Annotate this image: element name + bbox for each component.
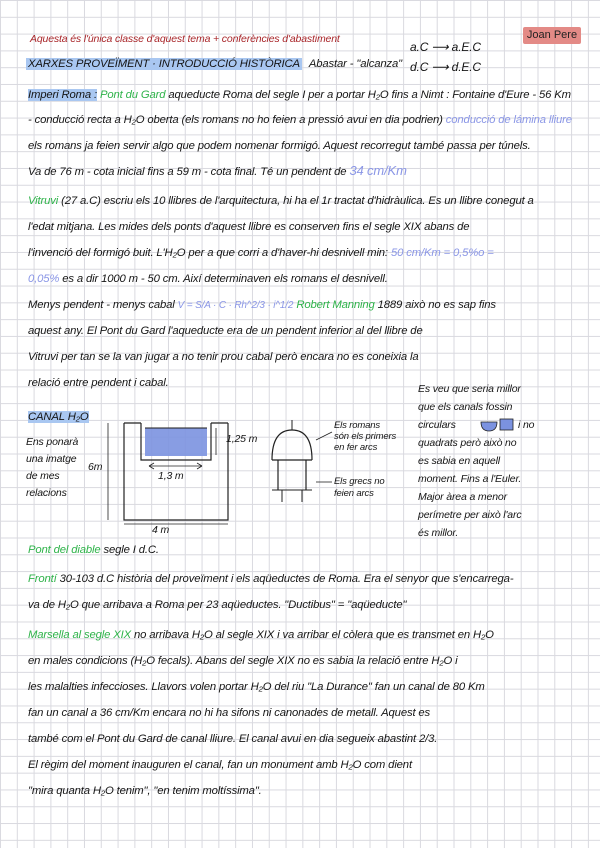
vitruvi-line-3b: 50 cm/Km = 0,5%o = xyxy=(390,247,494,259)
right-note-10: és millor. xyxy=(418,527,459,539)
page-title-text: XARXES PROVEÏMENT · INTRODUCCIÓ HISTÒRICA xyxy=(28,58,300,70)
arch-top xyxy=(272,430,312,460)
formula-1b: a.E.C xyxy=(451,40,481,54)
marsella-line-2: en males condicions (H₂O fecals). Abans del segle XIX no es sabia la relació entre H₂O i xyxy=(28,655,458,667)
right-note-3: circulars xyxy=(418,419,456,431)
topic-line: Aquesta és l'única classe d'aquest tema + conferències d'abastiment xyxy=(30,33,340,45)
rome-line-4a: Va de 76 m - cota inicial fins a 59 m - cota final. Té un pendent de xyxy=(28,166,347,178)
diable-line xyxy=(28,543,159,557)
right-note-2: que els canals fossin xyxy=(418,401,513,413)
canal-side-note-2: una imatge xyxy=(26,453,77,465)
marsella-line-3: les malalties infeccioses. Llavors volen portar H₂O del riu "La Durance" fan un canal de 80 Km xyxy=(28,681,485,693)
marsella-line-1 xyxy=(28,628,494,642)
manning-formula: V = S/A · C · Rh^2/3 · i^1/2 xyxy=(177,300,294,311)
marsella-line-7: "mira quanta H₂O tenim", "en tenim moltíssima". xyxy=(28,785,262,797)
canal-heading-text: CANAL H₂O xyxy=(28,411,89,423)
right-note-8: Major àrea a menor xyxy=(418,491,507,503)
frontin-name: Frontí xyxy=(28,573,57,585)
formula-1a: a.C xyxy=(410,40,429,54)
vitruvi-line-1-text: (27 a.C) escriu els 10 llibres de l'arquitectura, hi ha el 1r tractat d'hidràulica. Es un llibre conegut a xyxy=(61,195,534,207)
vitruvi-name: Vitruvi xyxy=(28,195,59,207)
marsella-line-5: també com el Pont du Gard de canal lliure. El canal avui en dia segueix abastint 2/3. xyxy=(28,733,438,745)
marsella-name: Marsella al segle XIX xyxy=(28,629,131,641)
rome-site: Pont du Gard xyxy=(100,89,166,101)
vitruvi-line-2: l'edat mitjana. Les mides dels ponts d'aquest llibre es conserven fins el segle XIX abans de xyxy=(28,221,470,233)
vitruvi-line-4a: 0,05% xyxy=(28,273,60,285)
formula-2b: d.E.C xyxy=(451,60,481,74)
rome-line-4b: 34 cm/Km xyxy=(349,163,407,178)
diable-title: Pont del diable xyxy=(28,544,101,556)
romans-note-2: són els primers xyxy=(334,431,397,442)
page-title-sub: Abastar - "alcanza" xyxy=(308,58,402,70)
right-note-1: Es veu que seria millor xyxy=(418,383,521,395)
vitruvi-line-4b: es a dir 1000 m - 50 cm. Així determinaven els romans el desnivell. xyxy=(62,273,388,285)
frontin-line-1-text: 30-103 d.C història del proveïment i els aqüeductes de Roma. Era el senyor que s'encarrega- xyxy=(59,573,514,585)
vitruvi-line-5a: Menys pendent - menys cabal xyxy=(28,299,175,311)
square-shape-icon xyxy=(500,419,513,430)
right-note-4: i no xyxy=(518,419,535,431)
romans-note-1: Els romans xyxy=(334,420,381,431)
circular-shape-icon xyxy=(481,422,497,431)
canal-side-note-1: Ens ponarà xyxy=(26,436,79,448)
vitruvi-line-6: aquest any. El Pont du Gard l'aqueducte era de un pendent inferior al del llibre de xyxy=(28,325,423,337)
rome-line-2b: conducció de lámina lliure xyxy=(445,114,572,126)
right-note-5: quadrats però això no xyxy=(418,437,517,449)
canal-width-outer: 4 m xyxy=(152,524,170,536)
vitruvi-line-5b: 1889 això no es sap fins xyxy=(377,299,496,311)
canal-width-inner: 1,3 m xyxy=(158,470,184,482)
arrow-icon: ⟶ xyxy=(431,60,449,74)
marsella-line-4: fan un canal a 36 cm/Km encara no hi ha sifons ni canonades de metall. Aquest es xyxy=(28,707,431,719)
canal-side-note-4: relacions xyxy=(26,487,67,499)
author-tag: Joan Pere xyxy=(523,27,581,44)
vitruvi-line-7: Vitruvi per tan se la van jugar a no tenir prou cabal però encara no es coneixia la xyxy=(28,351,419,363)
frontin-line-2: va de H₂O que arribava a Roma per 23 aqüeductes. "Ductibus" = "aqüeducte" xyxy=(28,599,407,611)
rome-line-1-text: aqueducte Roma del segle I per a portar H₂O fins a Nimt : Fontaine d'Eure - 56 Km xyxy=(168,89,571,101)
greeks-note-1: Els grecs no xyxy=(334,476,385,487)
manning-name: Robert Manning xyxy=(296,299,375,311)
rome-line-3: els romans ja feien servir algo que podem nomenar formigó. Aquest recorregut també passa per túnels. xyxy=(28,140,531,152)
canal-height-water: 1,25 m xyxy=(226,433,258,445)
romans-note-3: en fer arcs xyxy=(334,442,378,453)
formula-2a: d.C xyxy=(410,60,429,74)
canal-water xyxy=(145,428,207,456)
canal-height-outer: 6m xyxy=(88,461,103,473)
rome-heading: Imperi Roma : xyxy=(28,89,97,101)
diable-title-rest: segle I d.C. xyxy=(103,544,159,556)
frontin-line-1 xyxy=(28,572,513,586)
canal-side-note-3: de mes xyxy=(26,470,60,482)
right-note-9: perímetre per això l'arc xyxy=(418,509,522,521)
right-note-7: moment. Fins a l'Euler. xyxy=(418,473,522,485)
greeks-note-2: feien arcs xyxy=(334,488,374,499)
vitruvi-line-3a: l'invenció del formigó buit. L'H₂O per a que corri a d'haver-hi desnivell min: xyxy=(28,247,388,259)
arrow-icon: ⟶ xyxy=(431,40,449,54)
marsella-line-6: El règim del moment inauguren el canal, fan un monument amb H₂O com dient xyxy=(28,759,412,771)
rome-line-2a: - conducció recta a H₂O oberta (els romans no ho feien a pressió avui en dia podrien) xyxy=(28,114,443,126)
marsella-line-1-text: no arribava H₂O al segle XIX i va arribar el còlera que es transmet en H₂O xyxy=(133,629,494,641)
right-note-6: es sabia en aquell xyxy=(418,455,500,467)
vitruvi-line-8: relació entre pendent i cabal. xyxy=(28,377,169,389)
